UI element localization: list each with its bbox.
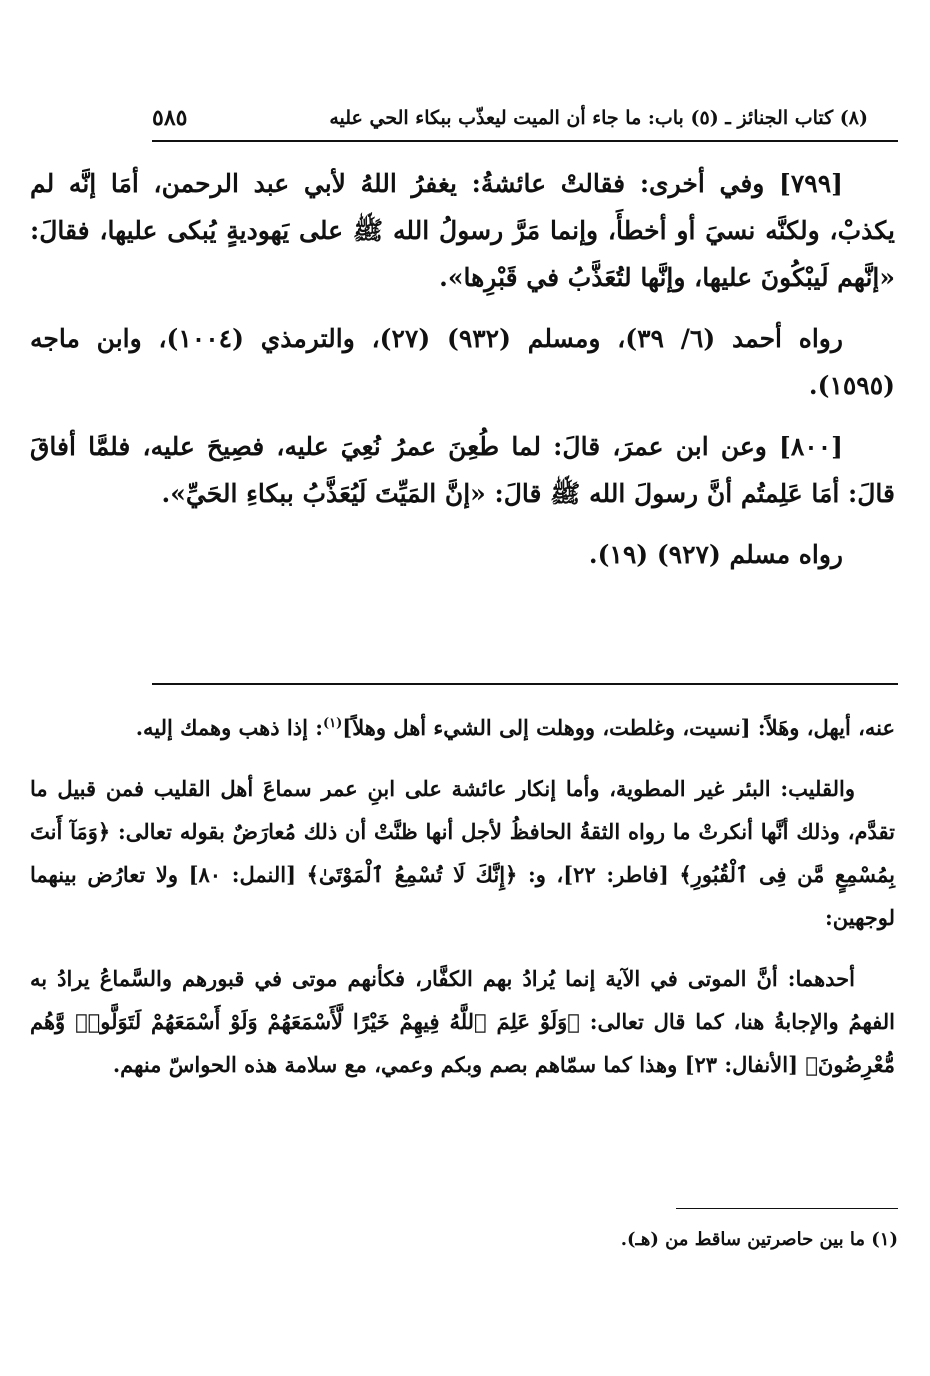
text-commentary-separator	[152, 683, 898, 685]
commentary-paragraph-1	[30, 706, 895, 749]
hadith-799-source: رواه أحمد (٦/ ٣٩)، ومسلم (٩٣٢) (٢٧)، والترمذي (١٠٠٤)، وابن ماجه (١٥٩٥).	[30, 324, 895, 400]
page-number: ٥٨٥	[152, 105, 188, 131]
footnote-rule	[676, 1208, 898, 1209]
hadith-799-text: [٧٩٩] وفي أخرى: فقالتْ عائشةُ: يغفرُ اللهُ لأبي عبد الرحمن، أمَا إنَّه لم يكذبْ، ولكنَّه نسيَ أو أخطأَ، وإنما مَرَّ رسولُ الله ﷺ على يَهوديةٍ يُبكى عليها، فقالَ: «إنَّهم لَيبْكُونَ عليها، وإنَّها لتُعَذَّبُ في قَبْرِها».	[30, 169, 895, 292]
commentary-paragraph-1-start: عنه، أيهل، وهَلاً: [نسيت، وغلطت، ووهلت إلى الشيء أهل وهلاً]	[342, 715, 895, 740]
running-title: (٨) كتاب الجنائز ـ (٥) باب: ما جاء أن الميت ليعذّب ببكاء الحي عليه	[329, 107, 868, 129]
footnote: (١) ما بين حاصرتين ساقط من (هـ).	[620, 1229, 898, 1250]
commentary	[30, 706, 895, 1086]
hadith-800-text: [٨٠٠] وعن ابن عمرَ، قالَ: لما طُعِنَ عمرُ نُعِيَ عليه، فصِيحَ عليه، فلمَّا أفاقَ قالَ: أمَا عَلِمتُم أنَّ رسولَ الله ﷺ قالَ: «إنَّ المَيِّتَ لَيُعَذَّبُ ببكاءِ الحَيِّ».	[30, 432, 895, 508]
main-text	[30, 160, 895, 578]
header-rule	[152, 140, 898, 142]
hadith-800-source: رواه مسلم (٩٢٧) (١٩).	[588, 540, 843, 569]
page-header	[152, 98, 868, 138]
commentary-paragraph-3: أحدهما: أنَّ الموتى في الآية إنما يُرادُ بهم الكفَّار، فكأنهم موتى في قبورهم والسَّماعُ يرادُ به الفهمُ والإجابةُ هنا، كما قال تعالى: ﴿وَلَوْ عَلِمَ ٱللَّهُ فِيهِمْ خَيْرًا لَّأَسْمَعَهُمْ وَلَوْ أَسْمَعَهُمْ لَتَوَلَّوا۟ وَّهُم مُّعْرِضُونَ﴾ [الأنفال: ٢٣] وهذا كما سمّاهم بصم وبكم وعمي، مع سلامة هذه الحواسّ منهم.	[30, 966, 895, 1077]
footnote-marker: (١)	[323, 716, 343, 731]
commentary-paragraph-2: والقليب: البئر غير المطوية، وأما إنكار عائشة على ابنِ عمر سماعَ أهل القليب فمن قبيل ما تقدَّم، وذلك أنَّها أنكرتْ ما رواه الثقةُ الحافظُ لأجل أنها ظنَّتْ أن ذلك مُعارَضٌ بقوله تعالى: ﴿وَمَآ أَنتَ بِمُسْمِعٍ مَّن فِى ٱلْقُبُورِ﴾ [فاطر: ٢٢]، و: ﴿إِنَّكَ لَا تُسْمِعُ ٱلْمَوْتَىٰ﴾ [النمل: ٨٠] ولا تعارُض بينهما لوجهين:	[30, 776, 895, 930]
commentary-paragraph-1-end: : إذا ذهب وهمك إليه.	[135, 715, 323, 740]
